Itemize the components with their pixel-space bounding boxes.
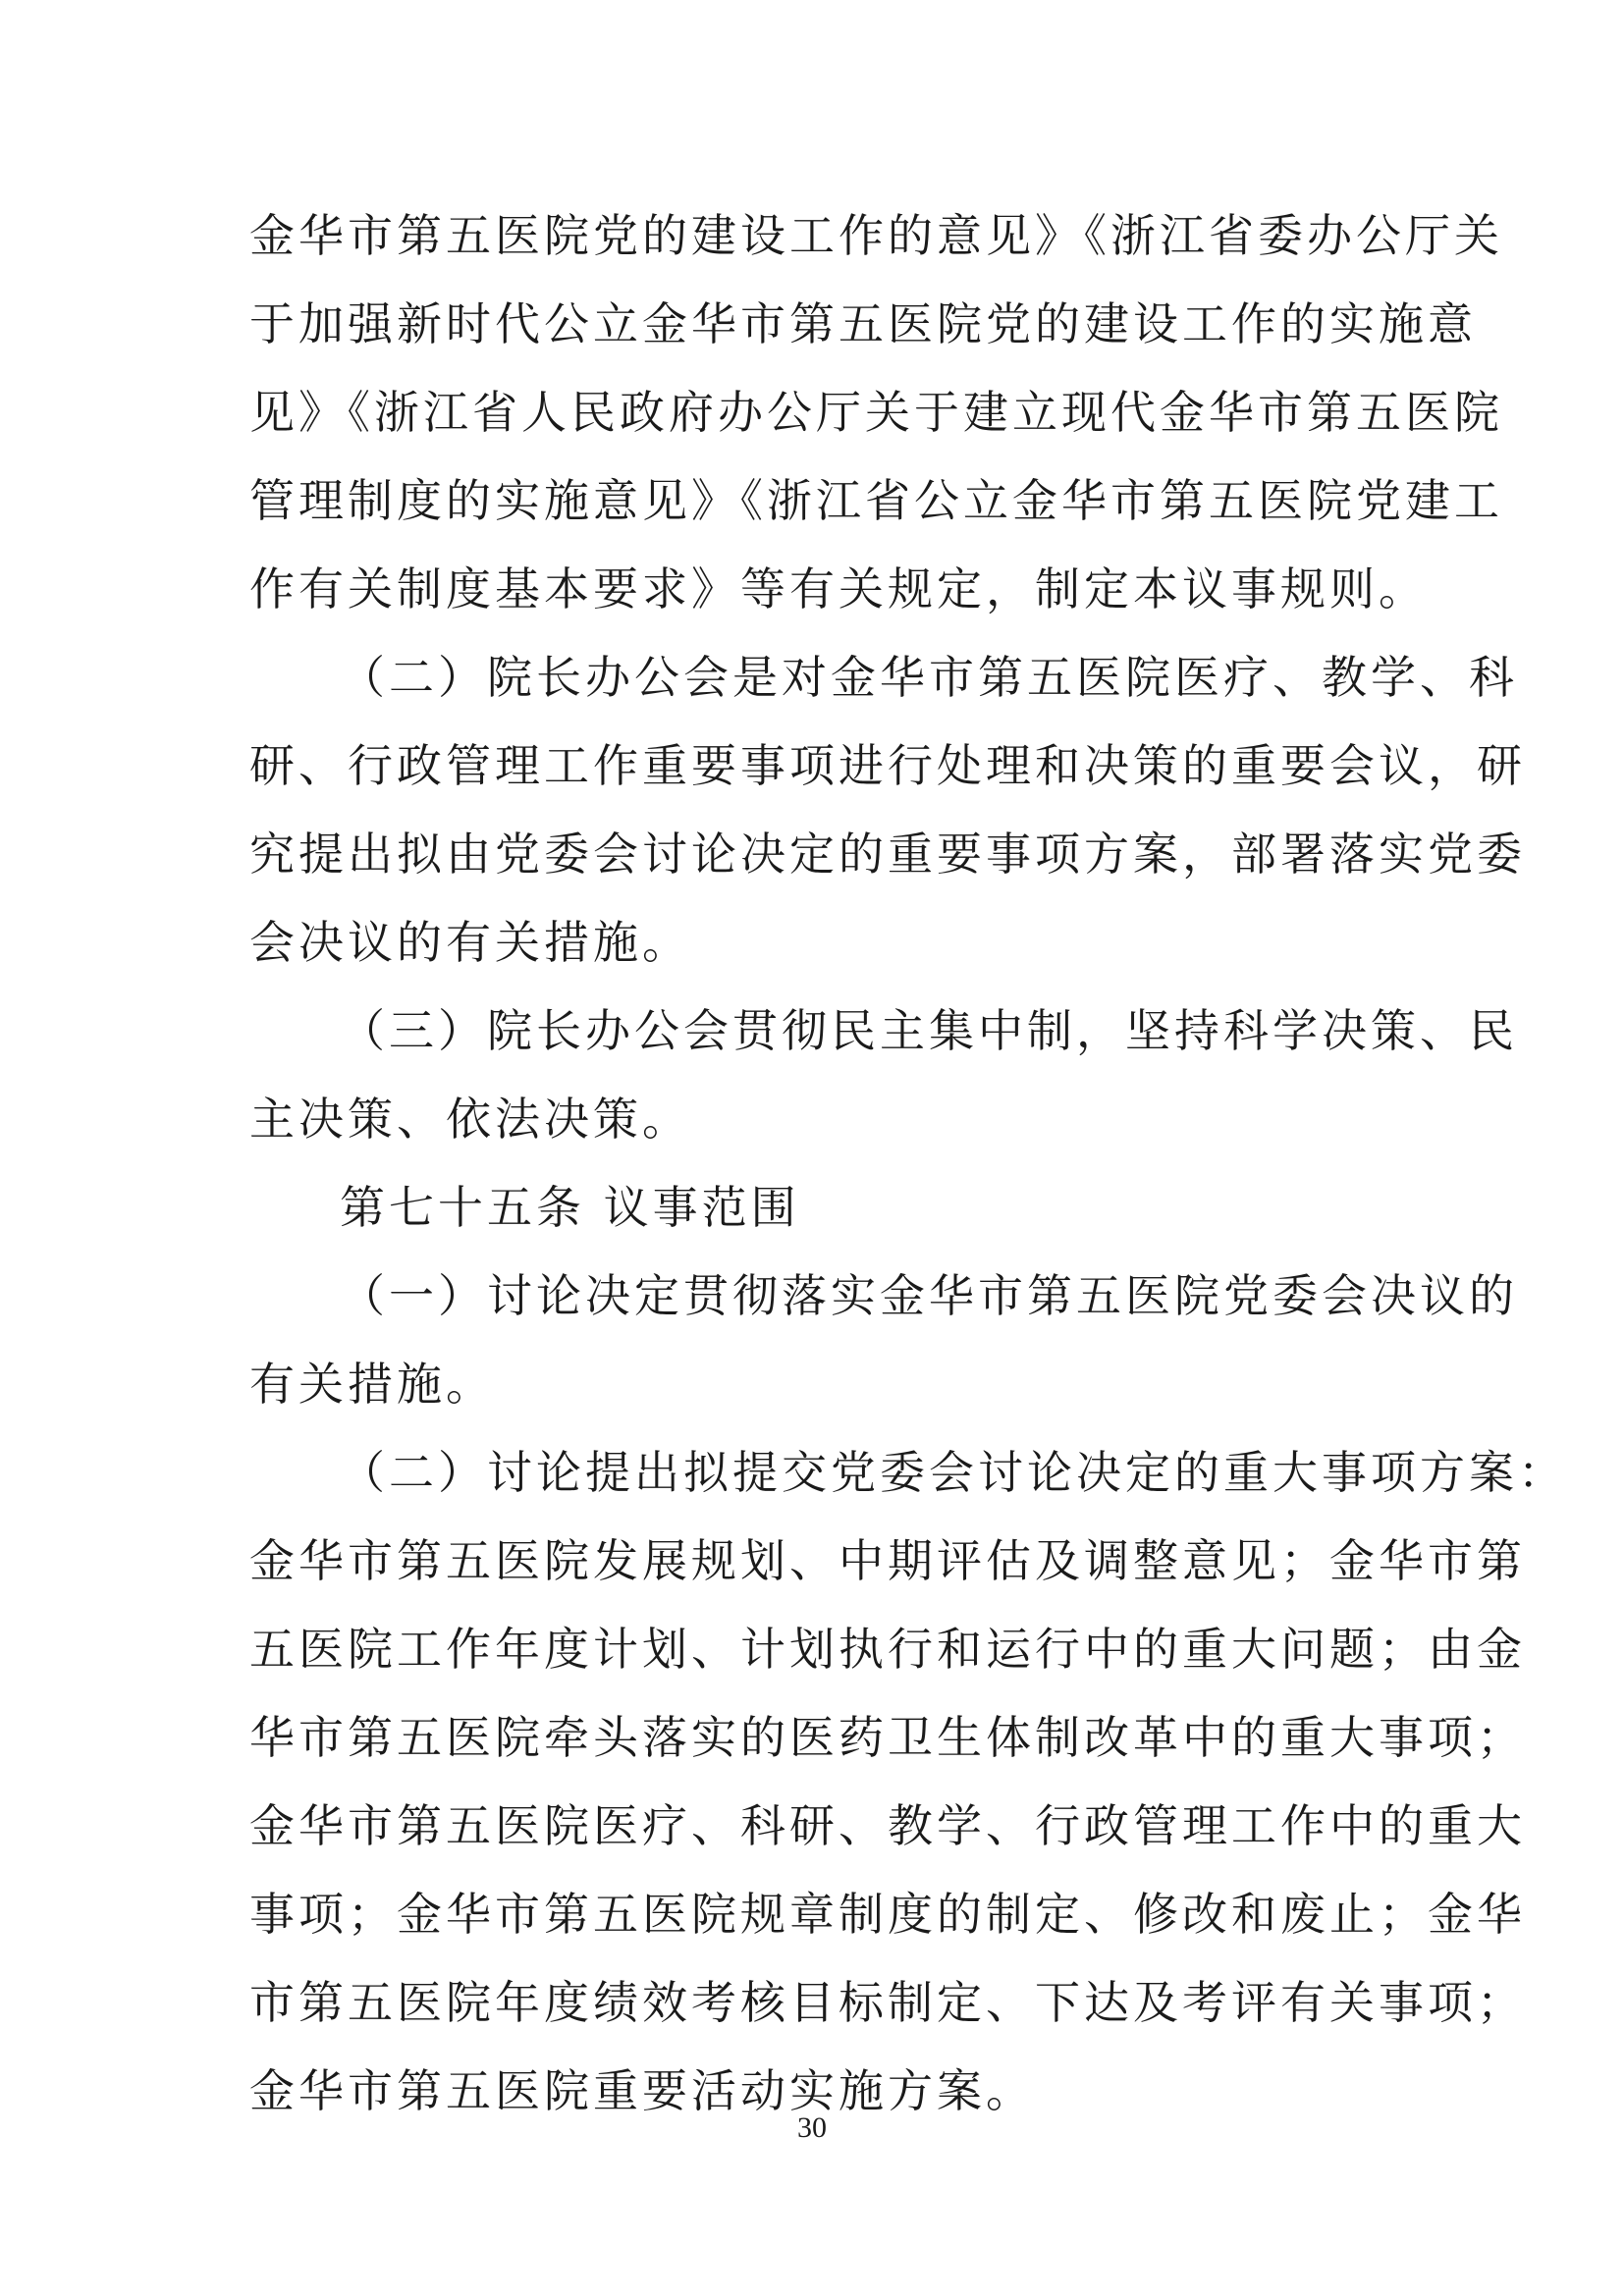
text-line: 五医院工作年度计划、计划执行和运行中的重大问题；由金: [249, 1623, 1526, 1676]
text-line: 有关措施。: [249, 1358, 495, 1411]
text-line: 金华市第五医院医疗、科研、教学、行政管理工作中的重大: [249, 1799, 1526, 1852]
text-line: 金华市第五医院发展规划、中期评估及调整意见；金华市第: [249, 1534, 1526, 1587]
text-line: 会决议的有关措施。: [249, 916, 691, 969]
paragraph-start-line: （三）院长办公会贯彻民主集中制，坚持科学决策、民: [340, 1004, 1518, 1057]
paragraph-start-line: （二）讨论提出拟提交党委会讨论决定的重大事项方案：: [340, 1446, 1567, 1499]
article-heading: 第七十五条 议事范围: [340, 1181, 800, 1234]
page-number: 30: [797, 2111, 827, 2144]
paragraph-start-line: （二）院长办公会是对金华市第五医院医疗、教学、科: [340, 651, 1518, 704]
text-line: 于加强新时代公立金华市第五医院党的建设工作的实施意: [249, 297, 1477, 350]
text-line: 华市第五医院牵头落实的医药卫生体制改革中的重大事项；: [249, 1711, 1526, 1764]
text-line: 作有关制度基本要求》等有关规定，制定本议事规则。: [249, 562, 1428, 615]
text-line: 见》《浙江省人民政府办公厅关于建立现代金华市第五医院: [249, 386, 1503, 439]
paragraph-start-line: （一）讨论决定贯彻落实金华市第五医院党委会决议的: [340, 1269, 1518, 1322]
text-line: 金华市第五医院重要活动实施方案。: [249, 2064, 1035, 2117]
text-line: 市第五医院年度绩效考核目标制定、下达及考评有关事项；: [249, 1976, 1526, 2029]
text-line: 管理制度的实施意见》《浙江省公立金华市第五医院党建工: [249, 474, 1503, 527]
text-line: 金华市第五医院党的建设工作的意见》《浙江省委办公厅关: [249, 209, 1503, 262]
text-line: 事项；金华市第五医院规章制度的制定、修改和废止；金华: [249, 1888, 1526, 1941]
text-line: 研、行政管理工作重要事项进行处理和决策的重要会议，研: [249, 739, 1526, 792]
text-line: 究提出拟由党委会讨论决定的重要事项方案，部署落实党委: [249, 828, 1526, 881]
text-line: 主决策、依法决策。: [249, 1093, 691, 1146]
